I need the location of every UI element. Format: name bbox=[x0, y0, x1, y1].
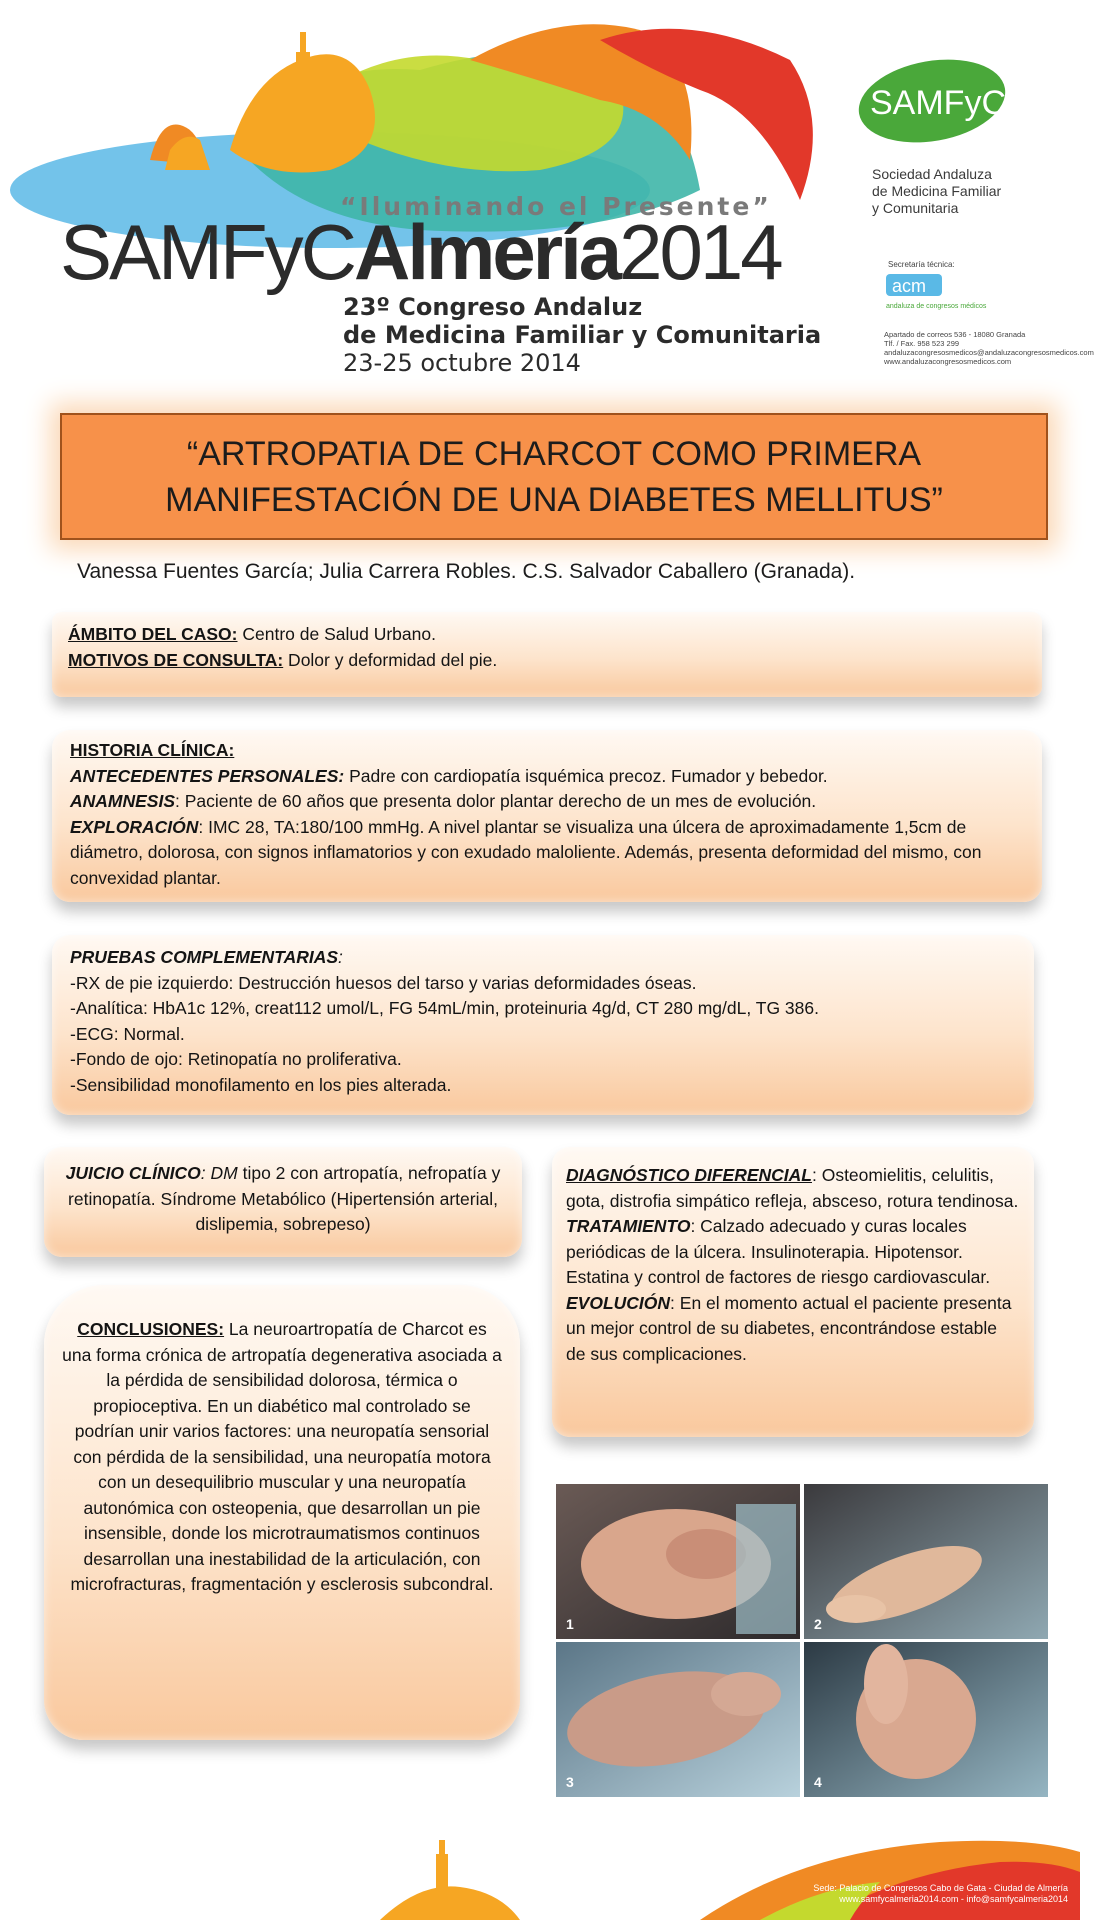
conclusiones-label: CONCLUSIONES: bbox=[77, 1319, 225, 1339]
samfyc-logo bbox=[856, 56, 1008, 146]
congress-name-bold: Almería bbox=[354, 208, 620, 296]
pruebas-item: -Fondo de ojo: Retinopatía no proliferativa. bbox=[70, 1049, 402, 1069]
footer-artwork bbox=[0, 1832, 1080, 1920]
acm-logo-text: acm bbox=[892, 276, 927, 296]
diagnostico-text: : Osteomielitis, celulitis, gota, distrofia simpático refleja, absceso, rotura tendinosa. bbox=[566, 1165, 1019, 1211]
photo-2 bbox=[804, 1484, 1048, 1639]
photo-4 bbox=[804, 1642, 1048, 1797]
org-name-line-2: de Medicina Familiar bbox=[872, 183, 1002, 199]
exploracion-label: EXPLORACIÓN bbox=[70, 816, 199, 837]
evolucion-text: : En el momento actual el paciente presenta un mejor control de su diabetes, encontrándose estable de sus complicaciones. bbox=[566, 1292, 1012, 1364]
photo-number: 1 bbox=[566, 1616, 574, 1632]
antecedentes-label: ANTECEDENTES PERSONALES: bbox=[70, 765, 345, 786]
pruebas-card bbox=[52, 935, 1034, 1115]
contact-line-1: Apartado de correos 536 - 18080 Granada bbox=[884, 330, 1026, 339]
tratamiento-text: : Calzado adecuado y curas locales periódicas de la úlcera. Insulinoterapia. Hipotensor. Estatina y control de factores de riesgo cardiovascular. bbox=[566, 1216, 991, 1287]
congress-slogan: “Iluminando el Presente” bbox=[340, 192, 772, 221]
ambito-label: ÁMBITO DEL CASO: bbox=[68, 624, 238, 644]
secretaria-label: Secretaría técnica: bbox=[888, 260, 955, 269]
juicio-label: JUICIO CLÍNICO bbox=[65, 1163, 201, 1183]
diagnostico-label: DIAGNÓSTICO DIFERENCIAL bbox=[566, 1165, 812, 1185]
conclusiones-text: La neuroartropatía de Charcot es una forma crónica de artropatía degenerativa asociada a la pérdida de sensibilidad dolorosa, térmica o propioceptiva. En un diabético mal controlado se podrían unir varios factores: una neuropatía sensorial con pérdida de la sensibilidad, una neuropatía motora con un desequilibrio muscular y una neuropatía autonómica con osteopenia, que desarrollan un pie insensible, donde los microtraumatismos continuos desarrollan una inestabilidad de la articulación, con microfracturas, fragmentación y esclerosis subcondral. bbox=[62, 1319, 502, 1594]
juicio-card bbox=[44, 1147, 522, 1257]
org-name bbox=[872, 166, 1001, 217]
diagnostico-card bbox=[552, 1147, 1034, 1437]
congress-line-2: de Medicina Familiar y Comunitaria bbox=[343, 321, 822, 349]
evolucion-label: EVOLUCIÓN bbox=[566, 1292, 671, 1313]
pruebas-item: -Analítica: HbA1c 12%, creat112 umol/L, FG 54mL/min, proteinuria 4g/d, CT 280 mg/dL, TG 386. bbox=[70, 998, 819, 1018]
org-name-line-1: Sociedad Andaluza bbox=[872, 166, 992, 182]
congress-name bbox=[60, 208, 781, 296]
acm-logo bbox=[884, 272, 987, 320]
congress-year: 2014 bbox=[619, 208, 781, 296]
org-name-line-3: y Comunitaria bbox=[872, 200, 959, 216]
clinical-photos bbox=[556, 1484, 1048, 1797]
juicio-text: tipo 2 con artropatía, nefropatía y retinopatía. Síndrome Metabólico (Hipertensión arterial, dislipemia, sobrepeso) bbox=[68, 1163, 501, 1234]
contact-line-4: www.andaluzacongresosmedicos.com bbox=[884, 357, 1012, 366]
motivos-text: Dolor y deformidad del pie. bbox=[283, 649, 498, 670]
contact-line-2: Tlf. / Fax. 958 523 299 bbox=[884, 339, 960, 348]
pruebas-heading: PRUEBAS COMPLEMENTARIAS bbox=[70, 947, 339, 967]
congress-line-1: 23º Congreso Andaluz bbox=[343, 293, 643, 321]
poster-title bbox=[60, 413, 1048, 540]
photo-3 bbox=[556, 1642, 800, 1797]
exploracion-text: : IMC 28, TA:180/100 mmHg. A nivel plantar se visualiza una úlcera de aproximadamente 1,5cm de diámetro, dolorosa, con signos inflamatorios y con exudado maloliente. Además, presenta deformidad del mismo, con convexidad plantar. bbox=[70, 816, 982, 888]
footer-line-1: Sede: Palacio de Congresos Cabo de Gata - Ciudad de Almería bbox=[813, 1883, 1068, 1893]
historia-heading: HISTORIA CLÍNICA: bbox=[70, 740, 235, 760]
juicio-dm: DM bbox=[205, 1163, 238, 1183]
acm-logo-sub: andaluza de congresos médicos bbox=[886, 303, 987, 310]
antecedentes-text: Padre con cardiopatía isquémica precoz. Fumador y bebedor. bbox=[344, 765, 828, 786]
anamnesis-label: ANAMNESIS bbox=[70, 791, 176, 811]
samfyc-logo-text: SAMFyC bbox=[870, 84, 1006, 122]
juicio-colon: : bbox=[200, 1163, 206, 1183]
contact-info bbox=[884, 330, 1094, 366]
pruebas-item: -ECG: Normal. bbox=[70, 1023, 185, 1044]
poster-title-line-1: “ARTROPATIA DE CHARCOT COMO PRIMERA bbox=[186, 434, 922, 473]
poster-title-line-2: MANIFESTACIÓN DE UNA DIABETES MELLITUS” bbox=[165, 480, 943, 519]
contact-line-3: andaluzacongresosmedicos@andaluzacongresosmedicos.com bbox=[884, 348, 1094, 357]
conclusiones-card bbox=[44, 1285, 520, 1740]
pruebas-item: -RX de pie izquierdo: Destrucción huesos del tarso y varias deformidades óseas. bbox=[70, 972, 697, 993]
congress-name-regular: SAMFyC bbox=[60, 208, 354, 296]
authors: Vanessa Fuentes García; Julia Carrera Robles. C.S. Salvador Caballero (Granada). bbox=[77, 560, 856, 583]
photo-number: 4 bbox=[814, 1774, 822, 1790]
ambito-card bbox=[52, 612, 1042, 697]
pruebas-heading-colon: : bbox=[338, 947, 343, 967]
footer-info bbox=[800, 1883, 1068, 1905]
motivos-label: MOTIVOS DE CONSULTA: bbox=[68, 649, 284, 670]
photo-number: 3 bbox=[566, 1774, 574, 1790]
anamnesis-text: : Paciente de 60 años que presenta dolor plantar derecho de un mes de evolución. bbox=[175, 791, 817, 811]
congress-dates: 23-25 octubre 2014 bbox=[343, 349, 581, 377]
photo-1 bbox=[556, 1484, 800, 1639]
tratamiento-label: TRATAMIENTO bbox=[566, 1216, 691, 1236]
footer-line-2: www.samfycalmeria2014.com - info@samfycalmeria2014 bbox=[839, 1894, 1068, 1904]
photo-number: 2 bbox=[814, 1616, 822, 1632]
historia-card bbox=[52, 730, 1042, 902]
pruebas-item: -Sensibilidad monofilamento en los pies alterada. bbox=[70, 1074, 452, 1095]
congress-info bbox=[343, 293, 821, 377]
ambito-text: Centro de Salud Urbano. bbox=[237, 624, 436, 644]
